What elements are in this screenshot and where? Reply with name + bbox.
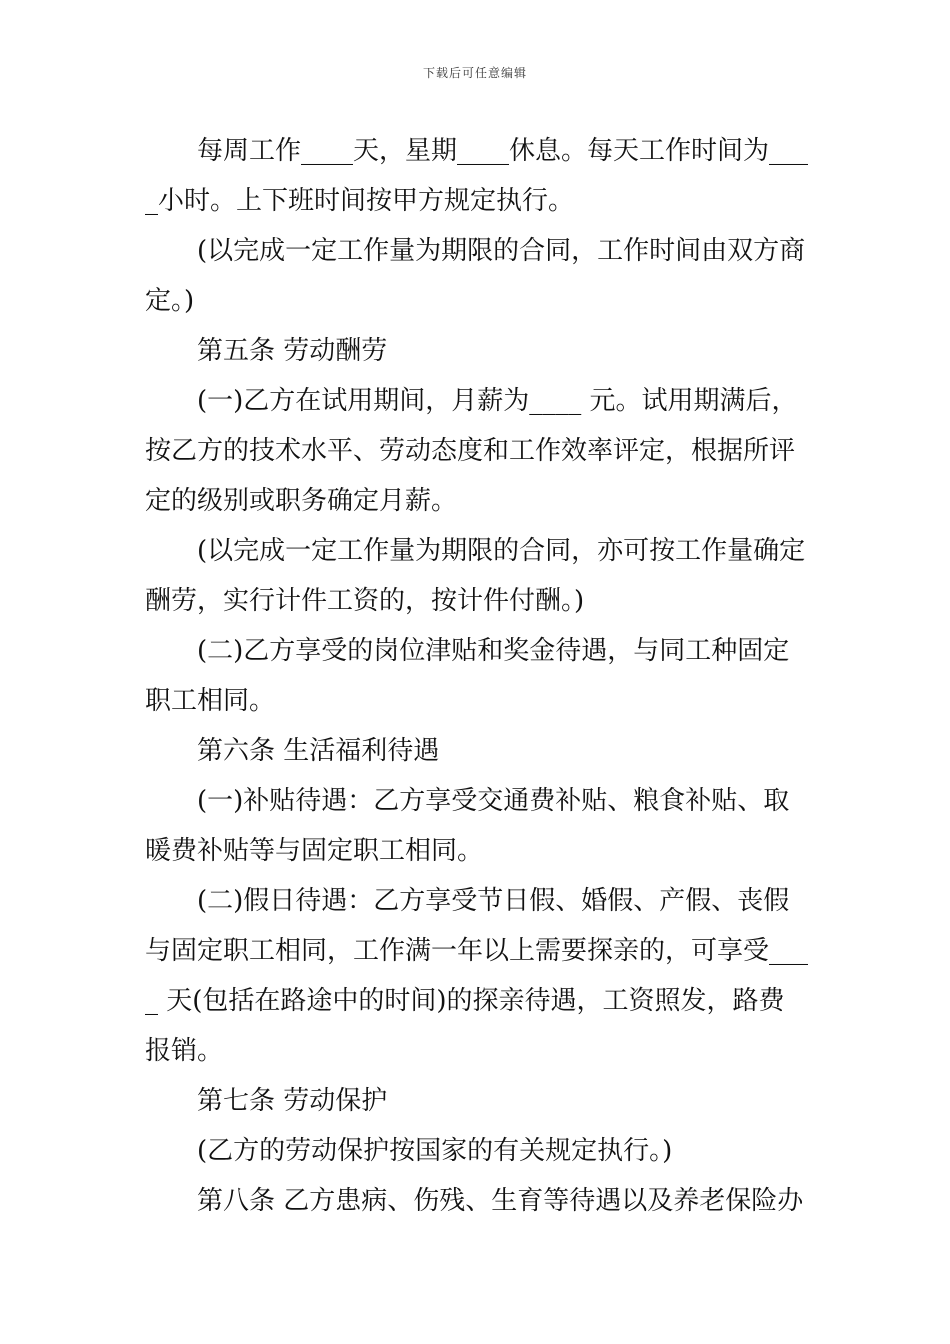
text-line: (一)补贴待遇：乙方享受交通费补贴、粮食补贴、取 <box>197 786 790 816</box>
text-line: 按乙方的技术水平、劳动态度和工作效率评定，根据所评 <box>145 436 796 466</box>
text-line: _小时。上下班时间按甲方规定执行。 <box>145 186 575 216</box>
text-line: 暖费补贴等与固定职工相同。 <box>145 836 484 866</box>
text-line: (一)乙方在试用期间，月薪为____ 元。试用期满后， <box>197 386 798 416</box>
document-body <box>145 126 809 1226</box>
text-line: 第八条 乙方患病、伤残、生育等待遇以及养老保险办 <box>197 1186 804 1216</box>
page-header: 下载后可任意编辑 <box>422 66 527 80</box>
text-line: 职工相同。 <box>145 686 276 716</box>
text-line: _ 天(包括在路途中的时间)的探亲待遇，工资照发，路费 <box>145 986 785 1016</box>
text-line: 第六条 生活福利待遇 <box>197 736 440 766</box>
text-line: 每周工作____天，星期____休息。每天工作时间为___ <box>197 136 809 166</box>
text-line: (以完成一定工作量为期限的合同，工作时间由双方商 <box>197 236 806 266</box>
text-line: 与固定职工相同，工作满一年以上需要探亲的，可享受___ <box>145 936 809 966</box>
text-line: 第七条 劳动保护 <box>197 1086 388 1116</box>
text-line: 报销。 <box>145 1036 224 1066</box>
text-line: (二)乙方享受的岗位津贴和奖金待遇，与同工种固定 <box>197 636 790 666</box>
text-line: 第五条 劳动酬劳 <box>197 336 388 366</box>
text-line: 定的级别或职务确定月薪。 <box>145 486 458 516</box>
text-line: 酬劳，实行计件工资的，按计件付酬。) <box>145 586 585 616</box>
text-line: (乙方的劳动保护按国家的有关规定执行。) <box>197 1136 673 1166</box>
text-line: (以完成一定工作量为期限的合同，亦可按工作量确定 <box>197 536 806 566</box>
text-line: (二)假日待遇：乙方享受节日假、婚假、产假、丧假 <box>197 886 790 916</box>
text-line: 定。) <box>145 286 195 316</box>
